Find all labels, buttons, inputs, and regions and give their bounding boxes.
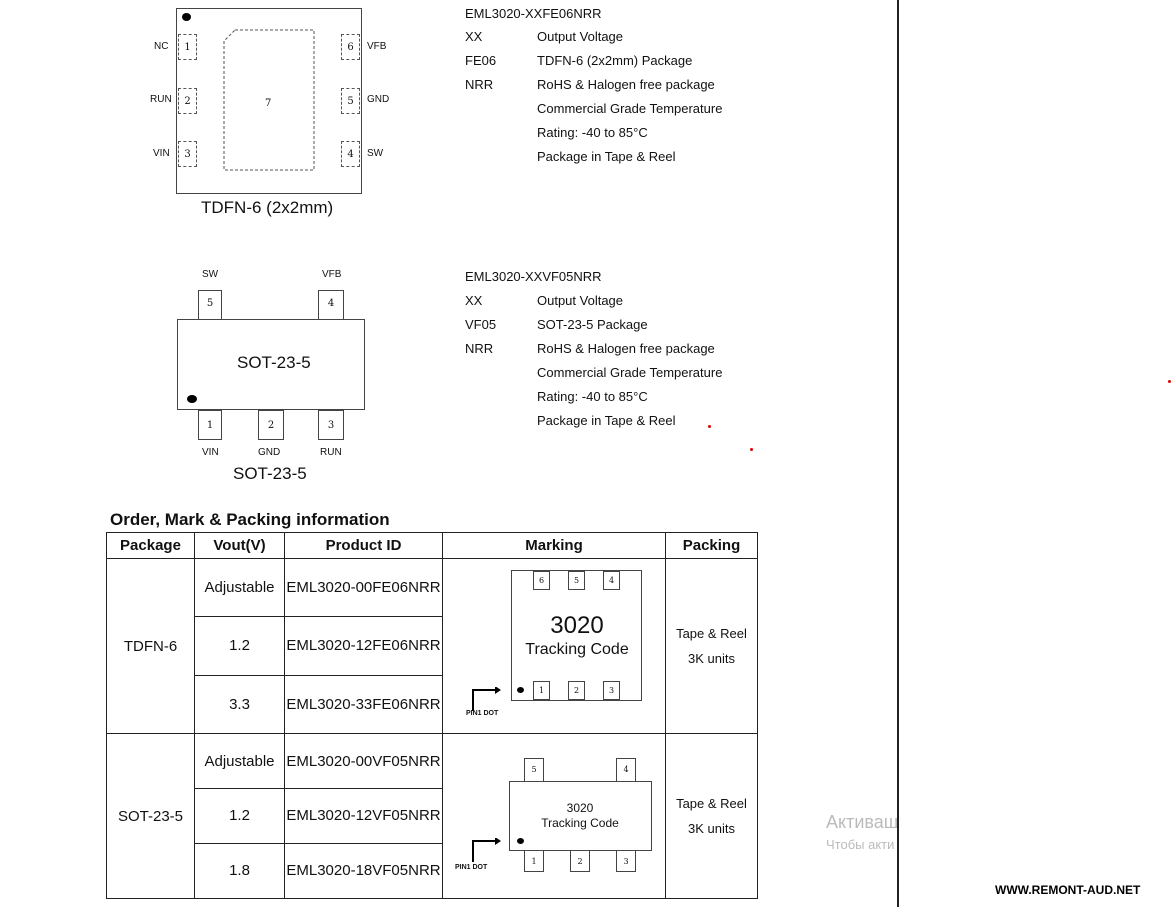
order-code: XX: [465, 29, 483, 44]
exposed-pad-number: 7: [265, 98, 272, 109]
order-desc: Output Voltage: [537, 293, 624, 308]
tdfn-pin-2: 2: [178, 88, 197, 114]
sot-pin-3: 3: [318, 410, 344, 440]
cell-vout: 1.8: [195, 843, 285, 898]
sot-pin-3-name: RUN: [320, 447, 342, 458]
table-header-row: [107, 533, 758, 559]
tdfn-pin-3: 3: [178, 141, 197, 167]
tdfn-pin-6: 6: [341, 34, 360, 60]
cell-marking-tdfn: [443, 559, 666, 734]
order-code: XX: [465, 293, 483, 308]
order-code: NRR: [465, 77, 494, 92]
header-packing: Packing: [666, 533, 758, 559]
marking-code: 3020: [550, 612, 604, 639]
site-watermark: WWW.REMONT-AUD.NET: [995, 883, 1141, 897]
sot-pin-5-name: SW: [202, 269, 219, 280]
header-vout: Vout(V): [195, 533, 285, 559]
cell-vout: 1.2: [195, 789, 285, 843]
packing-line1: Tape & Reel: [676, 626, 747, 641]
red-dot-mark: [708, 425, 711, 428]
tdfn-pin-6-name: VFB: [367, 41, 387, 52]
marking-pin: 2: [568, 681, 585, 700]
cell-product-id: EML3020-33FE06NRR: [285, 675, 443, 733]
sot-pin-1: 1: [198, 410, 222, 440]
marking-code: 3020: [566, 801, 594, 815]
marking-pin: 5: [524, 758, 544, 782]
marking-pin: 4: [603, 571, 620, 590]
marking-pin: 5: [568, 571, 585, 590]
cell-vout: 3.3: [195, 675, 285, 733]
sot-caption: SOT-23-5: [233, 464, 307, 483]
marking-pin: 3: [616, 850, 636, 872]
tdfn-part-number: EML3020-XXFE06NRR: [465, 6, 602, 21]
packing-line2: 3K units: [688, 651, 735, 666]
order-desc: RoHS & Halogen free package: [537, 77, 715, 92]
sot-pin-4: 4: [318, 290, 344, 320]
order-desc: SOT-23-5 Package: [537, 317, 648, 332]
table-row: [107, 559, 758, 617]
tdfn-pin-3-name: VIN: [153, 148, 170, 159]
order-desc: Rating: -40 to 85°C: [537, 389, 648, 404]
red-dot-mark: [750, 448, 753, 451]
tdfn-pin-1: 1: [178, 34, 197, 60]
red-dot-mark: [1168, 380, 1171, 383]
marking-tracking: Tracking Code: [541, 816, 619, 830]
cell-vout: 1.2: [195, 617, 285, 675]
table-row: [107, 734, 758, 789]
packing-line1: Tape & Reel: [676, 796, 747, 811]
marking-tracking: Tracking Code: [525, 641, 629, 658]
cell-product-id: EML3020-12VF05NRR: [285, 789, 443, 843]
tdfn-pin-5: 5: [341, 88, 360, 114]
sot-pin-5: 5: [198, 290, 222, 320]
order-code: FE06: [465, 53, 497, 68]
order-desc: Commercial Grade Temperature: [537, 101, 723, 116]
tdfn-pin-2-name: RUN: [150, 94, 172, 105]
header-marking: Marking: [443, 533, 666, 559]
page-edge-divider: [897, 0, 899, 907]
pin1-dot-label: PIN1 DOT: [455, 864, 488, 871]
tdfn-pin-1-name: NC: [154, 41, 169, 52]
order-desc: Commercial Grade Temperature: [537, 365, 723, 380]
order-code: VF05: [465, 317, 497, 332]
tdfn-pin-5-name: GND: [367, 94, 390, 105]
pin1-dot-label: PIN1 DOT: [466, 710, 499, 717]
pin1-dot-icon: [182, 13, 191, 21]
cell-product-id: EML3020-00FE06NRR: [285, 559, 443, 617]
tdfn-pin-4: 4: [341, 141, 360, 167]
marking-pin: 4: [616, 758, 636, 782]
pin1-dot-icon: [187, 395, 197, 403]
pin1-arrow-icon: [471, 838, 501, 864]
order-desc: Output Voltage: [537, 29, 624, 44]
table-title: Order, Mark & Packing information: [110, 510, 390, 529]
activation-watermark-text: Чтобы акти: [826, 837, 895, 852]
marking-pin: 6: [533, 571, 550, 590]
order-desc: Package in Tape & Reel: [537, 413, 676, 428]
order-desc: Rating: -40 to 85°C: [537, 125, 648, 140]
activation-watermark-title: Активаш: [826, 812, 898, 832]
pin1-dot-icon: [517, 838, 524, 844]
cell-product-id: EML3020-00VF05NRR: [285, 734, 443, 789]
tdfn-pin-4-name: SW: [367, 148, 384, 159]
header-package: Package: [107, 533, 195, 559]
pin1-dot-icon: [517, 687, 524, 693]
order-table: [106, 532, 758, 899]
sot-pin-1-name: VIN: [202, 447, 219, 458]
marking-pin: 1: [533, 681, 550, 700]
cell-vout: Adjustable: [195, 559, 285, 617]
sot-pin-2: 2: [258, 410, 284, 440]
marking-pin: 2: [570, 850, 590, 872]
cell-marking-sot: [443, 734, 666, 899]
order-desc: Package in Tape & Reel: [537, 149, 676, 164]
order-desc: RoHS & Halogen free package: [537, 341, 715, 356]
packing-line2: 3K units: [688, 821, 735, 836]
sot-pin-4-name: VFB: [322, 269, 342, 280]
cell-package: SOT-23-5: [107, 734, 195, 899]
cell-product-id: EML3020-18VF05NRR: [285, 843, 443, 898]
order-desc: TDFN-6 (2x2mm) Package: [537, 53, 693, 68]
sot-pin-2-name: GND: [258, 447, 281, 458]
marking-pin: 1: [524, 850, 544, 872]
sot-body-label: SOT-23-5: [237, 353, 311, 372]
marking-pin: 3: [603, 681, 620, 700]
order-code: NRR: [465, 341, 494, 356]
header-product-id: Product ID: [285, 533, 443, 559]
cell-product-id: EML3020-12FE06NRR: [285, 617, 443, 675]
cell-vout: Adjustable: [195, 734, 285, 789]
cell-package: TDFN-6: [107, 559, 195, 734]
tdfn-caption: TDFN-6 (2x2mm): [201, 198, 334, 217]
sot-part-number: EML3020-XXVF05NRR: [465, 269, 602, 284]
